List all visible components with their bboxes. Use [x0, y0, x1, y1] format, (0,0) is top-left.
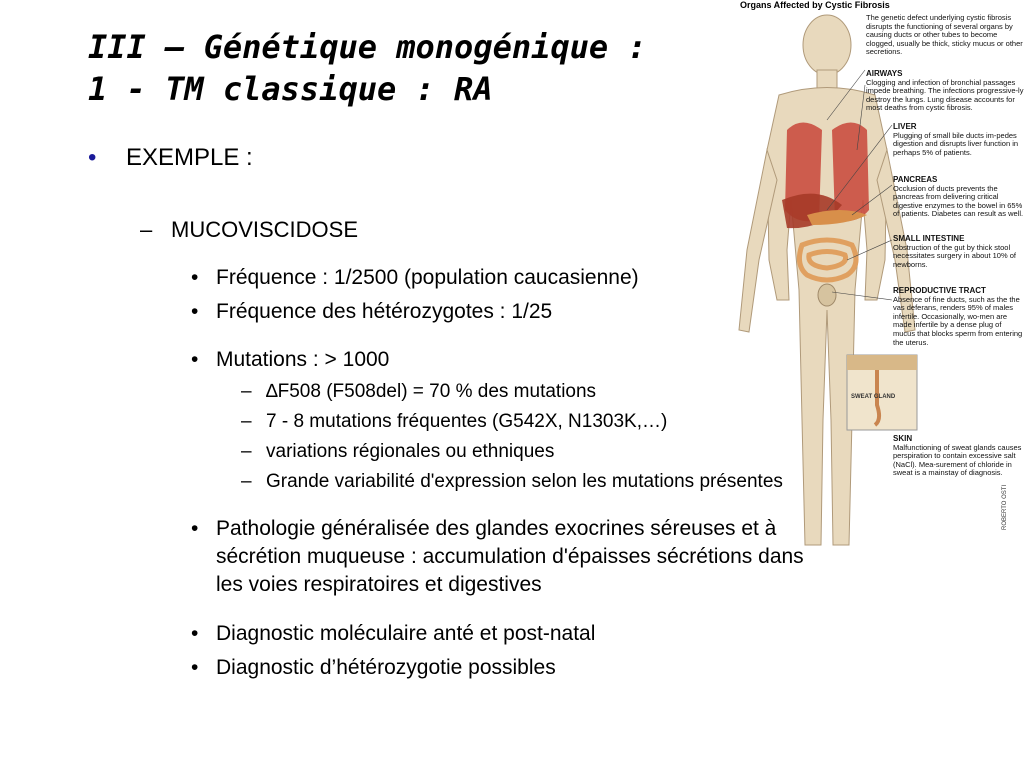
intestine-label: SMALL INTESTINE	[893, 234, 965, 243]
liver-text: Plugging of small bile ducts im-pedes digestion and disrupts liver function in perhaps 5% of patients.	[893, 130, 1019, 157]
bullet-exemple: EXEMPLE :	[126, 144, 253, 171]
annotation-small-intestine	[893, 235, 1024, 269]
bullet-dot-icon: •	[191, 266, 199, 289]
title-line-1: III – Génétique monogénique :	[88, 28, 647, 66]
bullet-mutations: Mutations : > 1000	[216, 348, 390, 371]
repro-text: Absence of fine ducts, such as the the vas deferans, renders 95% of males infertile. Occasionally, wo-men are made infertile by a dense plug of mucus that blocks sperm from entering the uterus.	[893, 294, 1023, 347]
dash-icon: –	[241, 471, 252, 492]
annotation-liver	[893, 123, 1024, 157]
organ-reproductive	[818, 284, 836, 306]
bullet-dot-icon: •	[191, 348, 199, 371]
annotation-airways	[866, 70, 1024, 113]
bullet-hetero-frequency: Fréquence des hétérozygotes : 1/25	[216, 300, 553, 323]
annotation-skin	[893, 435, 1024, 478]
illustration-credit: ROBERTO OSTI	[1002, 484, 1008, 530]
bullet-dot-icon: •	[191, 656, 199, 679]
pancreas-text: Occlusion of ducts prevents the pancreas from delivering critical digestive enzymes to the bowel in 65% of patients. Diabetes can result as well.	[893, 183, 1024, 219]
bullet-diagnostic-hetero: Diagnostic d’hétérozygotie possibles	[216, 656, 556, 679]
repro-label: REPRODUCTIVE TRACT	[893, 286, 986, 295]
pathology-line-2: sécrétion muqueuse : accumulation d'épaisses sécrétions dans	[216, 545, 804, 568]
sub-frequent-mutations: 7 - 8 mutations fréquentes (G542X, N1303K,…)	[266, 411, 668, 432]
skin-text: Malfunctioning of sweat glands causes perspiration to contain excessive salt (NaCl). Mea-surement of chloride in sweat is a mainstay of diagnosis.	[893, 442, 1022, 478]
sweat-gland-inset	[847, 355, 917, 430]
bullet-disease: MUCOVISCIDOSE	[171, 217, 359, 242]
bullet-frequency: Fréquence : 1/2500 (population caucasienne)	[216, 266, 639, 289]
pathology-line-3: les voies respiratoires et digestives	[216, 573, 542, 596]
annotation-reproductive	[893, 287, 1024, 347]
dash-icon: –	[241, 411, 252, 432]
sub-expression-variability: Grande variabilité d'expression selon les mutations présentes	[266, 471, 783, 492]
pathology-line-1: Pathologie généralisée des glandes exocrines séreuses et à	[216, 517, 777, 540]
dash-icon: –	[241, 441, 252, 462]
annotation-pancreas	[893, 176, 1024, 219]
dash-icon: –	[241, 381, 252, 402]
intro-text: The genetic defect underlying cystic fibrosis disrupts the functioning of several organs by causing ducts or other tubes to become clogged, usually be thick, sticky mucus or other secretions.	[866, 13, 1023, 57]
title-line-2: 1 - TM classique : RA	[88, 70, 493, 108]
skin-label: SKIN	[893, 434, 913, 443]
bullet-dot-icon: •	[191, 517, 199, 540]
intestine-text: Obstruction of the gut by thick stool necessitates surgery in about 10% of newborns.	[893, 242, 1016, 269]
dash-icon: –	[140, 217, 153, 242]
bullet-dot-icon: •	[191, 300, 199, 323]
airways-text: Clogging and infection of bronchial passages impede breathing. The infections progressive-ly destroy the lungs. Lung disease accounts for most deaths from cystic fibrosis.	[866, 77, 1024, 113]
bullet-diagnostic-molecular: Diagnostic moléculaire anté et post-natal	[216, 622, 596, 645]
pancreas-label: PANCREAS	[893, 175, 938, 184]
figure-title: Organs Affected by Cystic Fibrosis	[740, 0, 890, 10]
annotation-intro	[866, 14, 1024, 57]
airways-label: AIRWAYS	[866, 69, 903, 78]
liver-label: LIVER	[893, 122, 917, 131]
sweat-gland-label: SWEAT GLAND	[851, 394, 896, 400]
bullet-dot-icon: •	[191, 622, 199, 645]
slide-title	[88, 26, 647, 110]
sub-regional-variations: variations régionales ou ethniques	[266, 441, 555, 462]
bullet-dot-icon: •	[88, 144, 97, 171]
sub-deltaf508: ∆F508 (F508del) = 70 % des mutations	[266, 381, 597, 402]
